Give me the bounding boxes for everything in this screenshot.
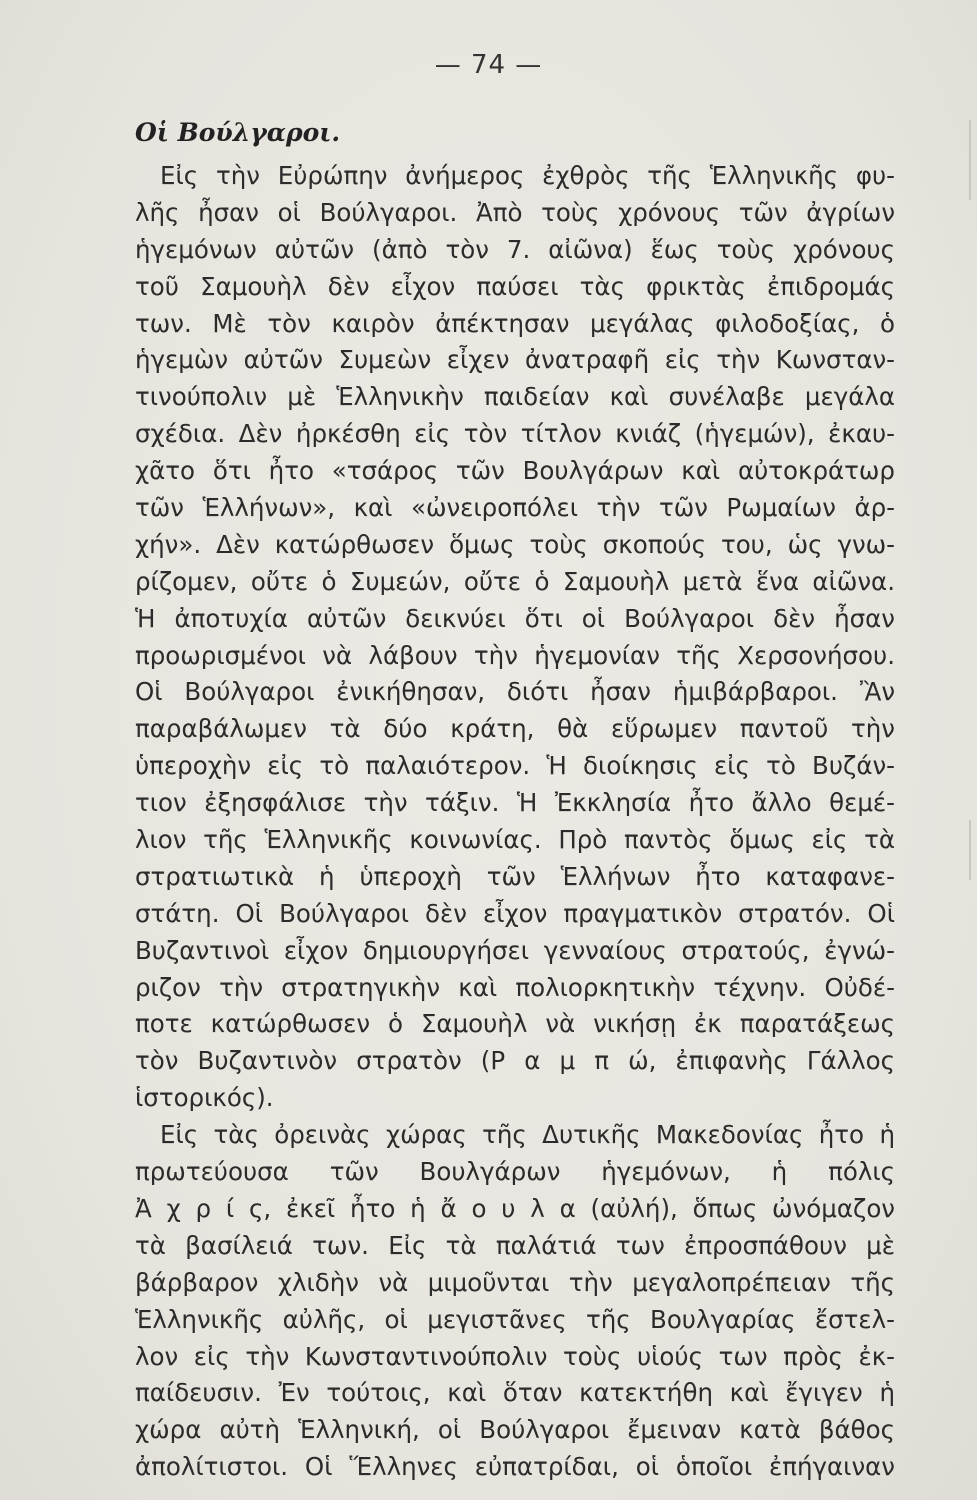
text-line: Εἰς τὴν Εὐρώπην ἀνήμερος ἐχθρὸς τῆς Ἑλληνικῆς φυ- [160, 161, 895, 190]
text-line: Ἑλληνικῆς αὐλῆς, οἱ μεγιστᾶνες τῆς Βουλγαρίας ἔστελ- [135, 1304, 895, 1334]
text-line: ἀπολίτιστοι. Οἱ Ἕλληνες εὐπατρίδαι, οἱ ὁποῖοι ἐπήγαιναν [135, 1452, 895, 1482]
text-line: χήν». Δὲν κατώρθωσεν ὅμως τοὺς σκοπούς του, ὡς γνω- [135, 529, 895, 559]
text-line: ἡγεμόνων αὐτῶν (ἀπὸ τὸν 7. αἰῶνα) ἕως τοὺς χρόνους [135, 234, 895, 264]
text-line: παραβάλωμεν τὰ δύο κράτη, θὰ εὕρωμεν παντοῦ τὴν [135, 714, 895, 744]
text-line: τὰ βασίλειά των. Εἰς τὰ παλάτιά των ἐπροσπάθουν μὲ [135, 1230, 895, 1260]
text-line: τινούπολιν μὲ Ἑλληνικὴν παιδείαν καὶ συνέλαβε μεγάλα [135, 382, 895, 412]
text-line: τοῦ Σαμουὴλ δὲν εἶχον παύσει τὰς φρικτὰς ἐπιδρομάς [135, 271, 895, 301]
text-line: λῆς ἦσαν οἱ Βούλγαροι. Ἀπὸ τοὺς χρόνους τῶν ἀγρίων [135, 197, 895, 227]
text-line: των. Μὲ τὸν καιρὸν ἀπέκτησαν μεγάλας φιλοδοξίας, ὁ [135, 308, 895, 338]
page-number: — 74 — [434, 50, 543, 80]
text-line: στρατιωτικὰ ἡ ὑπεροχὴ τῶν Ἑλλήνων ἦτο καταφανε- [135, 861, 895, 891]
text-line: ρίζομεν, οὔτε ὁ Συμεών, οὔτε ὁ Σαμουὴλ μετὰ ἕνα αἰῶνα. [135, 566, 895, 596]
text-line: Εἰς τὰς ὀρεινὰς χώρας τῆς Δυτικῆς Μακεδονίας ἦτο ἡ [160, 1120, 895, 1150]
text-line: τιον ἐξησφάλισε τὴν τάξιν. Ἡ Ἐκκλησία ἦτο ἄλλο θεμέ- [135, 788, 895, 818]
text-line: χώρα αὐτὴ Ἑλληνική, οἱ Βούλγαροι ἔμειναν κατὰ βάθος [135, 1415, 895, 1445]
body-text [135, 158, 895, 1486]
scan-edge-mark [969, 820, 971, 880]
scan-edge-mark [969, 120, 971, 200]
text-line: παίδευσιν. Ἐν τούτοις, καὶ ὅταν κατεκτήθη καὶ ἔγιγεν ἡ [135, 1378, 895, 1408]
text-line: ριζον τὴν στρατηγικὴν καὶ πολιορκητικὴν τέχνην. Οὐδέ- [135, 972, 895, 1002]
text-line: στάτη. Οἱ Βούλγαροι δὲν εἶχον πραγματικὸν στρατόν. Οἱ [135, 898, 895, 928]
text-line: ποτε κατώρθωσεν ὁ Σαμουὴλ νὰ νικήσῃ ἐκ παρατάξεως [135, 1009, 895, 1039]
text-line: τῶν Ἑλλήνων», καὶ «ὠνειροπόλει τὴν τῶν Ρωμαίων ἀρ- [135, 493, 895, 523]
text-line: Ἀ χ ρ ί ς, ἐκεῖ ἦτο ἡ ἄ ο υ λ α (αὐλή), ὅπως ὠνόμαζον [135, 1193, 895, 1223]
text-line: Ἡ ἀποτυχία αὐτῶν δεικνύει ὅτι οἱ Βούλγαροι δὲν ἦσαν [135, 603, 895, 633]
text-line: λιον τῆς Ἑλληνικῆς κοινωνίας. Πρὸ παντὸς ὅμως εἰς τὰ [135, 825, 895, 855]
text-line: ὑπεροχὴν εἰς τὸ παλαιότερον. Ἡ διοίκησις εἰς τὸ Βυζάν- [135, 751, 895, 781]
text-line: πρωτεύουσα τῶν Βουλγάρων ἡγεμόνων, ἡ πόλις [135, 1157, 895, 1187]
text-line: ἱστορικός). [135, 1083, 274, 1113]
text-line: ἡγεμὼν αὐτῶν Συμεὼν εἶχεν ἀνατραφῆ εἰς τὴν Κωνσταν- [135, 345, 895, 375]
text-line: χᾶτο ὅτι ἦτο «τσάρος τῶν Βουλγάρων καὶ αὐτοκράτωρ [135, 456, 895, 486]
text-line: Οἱ Βούλγαροι ἐνικήθησαν, διότι ἦσαν ἡμιβάρβαροι. Ἂν [135, 677, 895, 707]
text-line: τὸν Βυζαντινὸν στρατὸν (Ρ α μ π ώ, ἐπιφανὴς Γάλλος [135, 1046, 895, 1076]
text-line: προωρισμένοι νὰ λάβουν τὴν ἡγεμονίαν τῆς Χερσονήσου. [135, 640, 895, 670]
text-line: σχέδια. Δὲν ἠρκέσθη εἰς τὸν τίτλον κνιάζ (ἡγεμών), ἐκαυ- [135, 419, 895, 449]
text-line: βάρβαρον χλιδὴν νὰ μιμοῦνται τὴν μεγαλοπρέπειαν τῆς [135, 1267, 895, 1297]
text-line: Βυζαντινοὶ εἶχον δημιουργήσει γενναίους στρατούς, ἐγνώ- [135, 935, 895, 965]
section-heading: Οἱ Βούλγαροι. [135, 118, 341, 147]
text-line: λον εἰς τὴν Κωνσταντινούπολιν τοὺς υἱούς των πρὸς ἐκ- [135, 1341, 895, 1371]
